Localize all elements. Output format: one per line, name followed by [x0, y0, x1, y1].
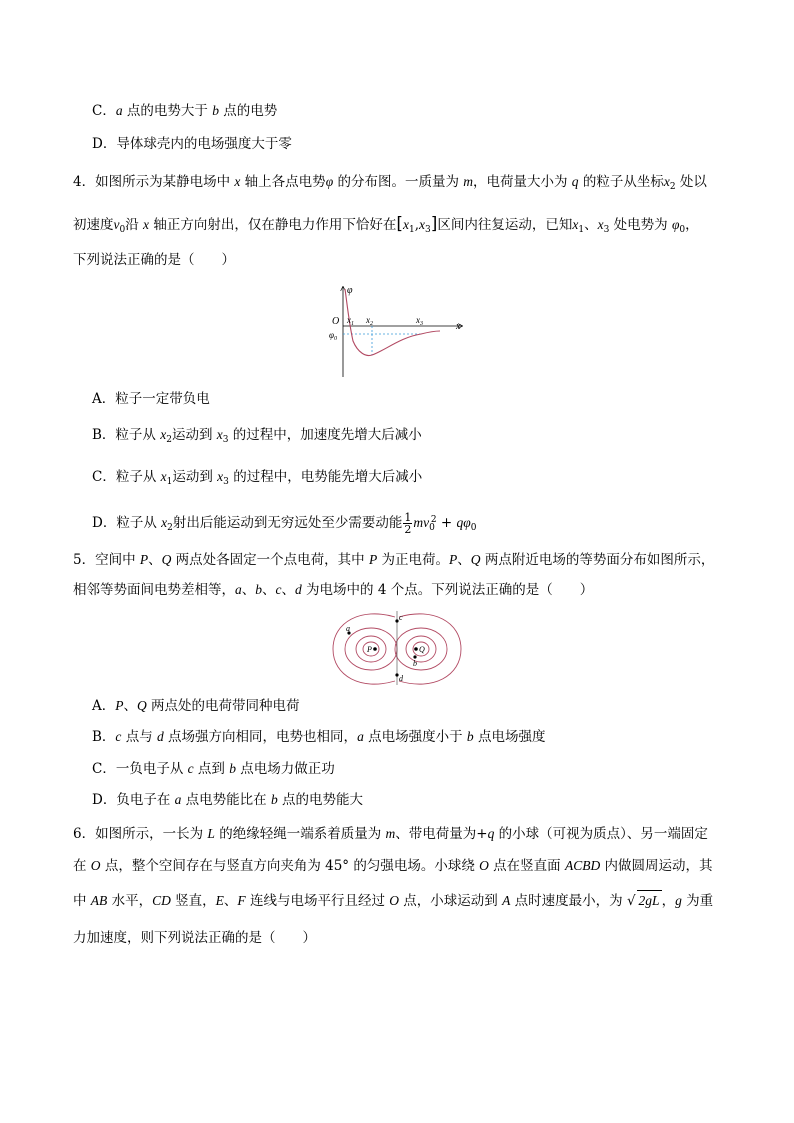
- potential-distribution-graph: [326, 283, 466, 379]
- x2-label: $x_2$: [366, 315, 373, 327]
- q4-option-d: D．粒子从 $x_2$射出后能运动到无穷远处至少需要动能 $\frac{1}{2}$ $mv_0^2 + q\varphi_0$: [92, 511, 477, 536]
- option-d-q3: D．导体球壳内的电场强度大于零: [92, 136, 292, 152]
- q4-option-c: C．粒子从 $x_1$运动到 $x_3$ 的过程中，电势能先增大后减小: [92, 469, 423, 487]
- label-d: d: [399, 674, 403, 683]
- label-a: a: [346, 624, 350, 633]
- sqrt-symbol: √: [626, 893, 636, 909]
- q6-line-3: 中 AB 水平，CD 竖直，E、F 连线与电场平行且经过 O 点，小球运动到 A 点时速度最小，为 √ 2gL ，g 为重: [73, 890, 713, 911]
- label-P: P: [367, 645, 372, 654]
- q6-line-2: 在 O 点，整个空间存在与竖直方向夹角为 45° 的匀强电场。小球绕 O 点在竖直面 ACBD 内做圆周运动，其: [73, 858, 713, 874]
- q5-option-b: B．c 点与 d 点场强方向相同，电势也相同，a 点电场强度小于 b 点电场强度: [92, 729, 546, 745]
- q5-option-c: C．一负电子从 c 点到 b 点电场力做正功: [92, 761, 335, 777]
- option-c-q3: C．a 点的电势大于 b 点的电势: [92, 103, 278, 119]
- potential-curve: [345, 289, 440, 355]
- fraction-one-half: $\frac{1}{2}$: [404, 511, 412, 536]
- label-c: c: [399, 613, 403, 622]
- x3-label: $x_3$: [416, 315, 423, 327]
- charge-P-dot: [373, 647, 377, 651]
- q5-option-d: D．负电子在 a 点电势能比在 b 点的电势能大: [92, 792, 364, 808]
- phi-axis-label: φ: [347, 285, 353, 296]
- q4-option-b: B．粒子从 $x_2$运动到 $x_3$ 的过程中，加速度先增大后减小: [92, 427, 422, 445]
- x1-label: $x_1$: [347, 315, 354, 327]
- x-axis-label: x: [456, 321, 461, 332]
- q5-line-2: 相邻等势面间电势差相等，a、b、c、d 为电场中的 4 个点。下列说法正确的是（ ）: [73, 582, 594, 598]
- q5-line-1: 5．空间中 P、Q 两点处各固定一个点电荷，其中 P 为正电荷。P、Q 两点附近电场的等势面分布如图所示，: [73, 552, 715, 568]
- q4-line-2: 初速度$v_0$沿 x 轴正方向射出，仅在静电力作用下恰好在$[x_1,x_3]$区间内往复运动，已知$x_1$、$x_3$ 处电势为 $\varphi_0$，: [73, 214, 699, 235]
- q4-line-3: 下列说法正确的是（ ）: [73, 252, 235, 268]
- charge-Q-dot: [414, 647, 418, 651]
- q5-option-a: A．P、Q 两点处的电荷带同种电荷: [92, 698, 300, 714]
- sqrt-2gL: 2gL: [637, 890, 662, 911]
- phi0-label: $\varphi_0$: [329, 330, 337, 342]
- equipotential-diagram: [331, 607, 463, 687]
- label-b: b: [413, 659, 417, 668]
- q4-line-1: 4．如图所示为某静电场中 x 轴上各点电势φ 的分布图。一质量为 m，电荷量大小为 q 的粒子从坐标$x_2$ 处以: [73, 174, 707, 192]
- q6-line-1: 6．如图所示，一长为 L 的绝缘轻绳一端系着质量为 m、带电荷量为+q 的小球（可视为质点）、另一端固定: [73, 826, 708, 842]
- origin-label: O: [332, 316, 340, 327]
- q4-option-a: A．粒子一定带负电: [92, 391, 210, 407]
- label-Q: Q: [419, 645, 425, 654]
- q6-line-4: 力加速度，则下列说法正确的是（ ）: [73, 930, 316, 946]
